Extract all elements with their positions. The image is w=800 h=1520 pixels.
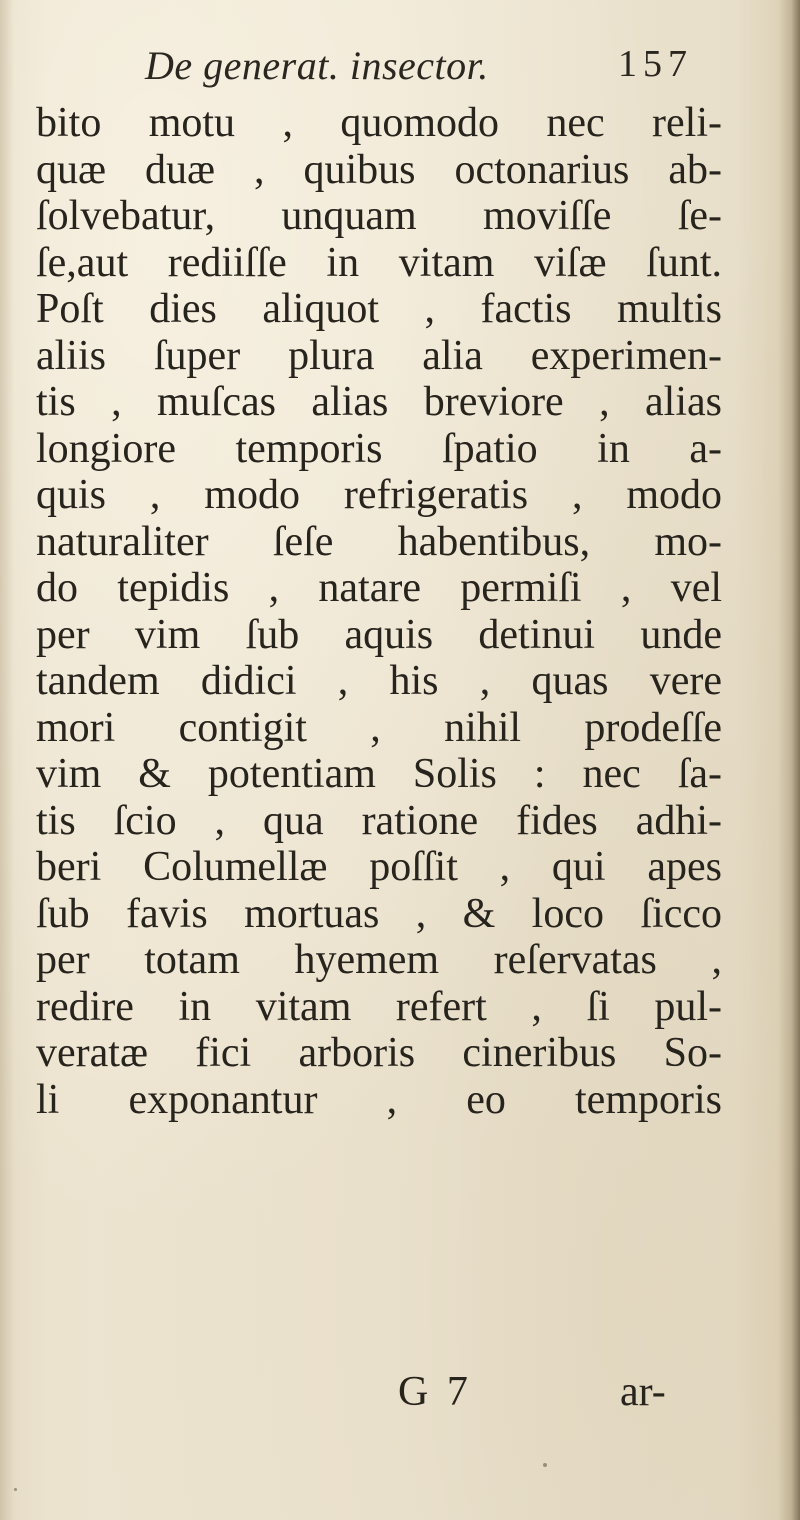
text-line: bito motu , quomodo nec reli-	[36, 100, 722, 146]
paper-speck	[543, 1463, 547, 1467]
text-line: per vim ſub aquis detinui unde	[36, 611, 722, 658]
text-line: veratæ fici arboris cineribus So-	[36, 1030, 722, 1076]
text-line: longiore temporis ſpatio in a-	[36, 425, 722, 472]
text-line: quæ duæ , quibus octonarius ab-	[36, 146, 722, 193]
text-line: tis ſcio , qua ratione fides adhi-	[36, 797, 722, 844]
text-line: tandem didici , his , quas vere	[36, 658, 722, 704]
text-line: quis , modo refrigeratis , modo	[36, 472, 722, 518]
text-line: tis , muſcas alias breviore , alias	[36, 379, 722, 425]
body-text	[36, 100, 722, 1123]
text-line: mori contigit , nihil prodeſſe	[36, 704, 722, 751]
text-line: do tepidis , natare permiſi , vel	[36, 565, 722, 611]
text-line: beri Columellæ poſſit , qui apes	[36, 844, 722, 890]
text-line: li exponantur , eo temporis	[36, 1076, 722, 1123]
page-edge-left	[0, 0, 14, 1520]
signature-mark: G 7	[398, 1369, 472, 1415]
text-line: Poſt dies aliquot , factis multis	[36, 286, 722, 332]
catchword: ar-	[620, 1369, 666, 1415]
text-line: vim & potentiam Solis : nec ſa-	[36, 751, 722, 797]
running-head-title: De generat. insector.	[145, 43, 489, 88]
page-gutter-shadow	[778, 0, 800, 1520]
text-line: ſolvebatur, unquam moviſſe ſe-	[36, 193, 722, 239]
text-line: redire in vitam refert , ſi pul-	[36, 983, 722, 1030]
text-line: aliis ſuper plura alia experimen-	[36, 332, 722, 379]
page-footer	[0, 1368, 800, 1418]
text-line: naturaliter ſeſe habentibus, mo-	[36, 518, 722, 565]
page-number: 157	[618, 43, 693, 85]
text-line: per totam hyemem reſervatas ,	[36, 937, 722, 983]
text-line: ſe,aut rediiſſe in vitam viſæ ſunt.	[36, 239, 722, 286]
paper-speck	[14, 1488, 17, 1491]
paper-speck	[700, 398, 702, 404]
text-line: ſub favis mortuas , & loco ſicco	[36, 890, 722, 937]
running-head	[0, 38, 800, 98]
